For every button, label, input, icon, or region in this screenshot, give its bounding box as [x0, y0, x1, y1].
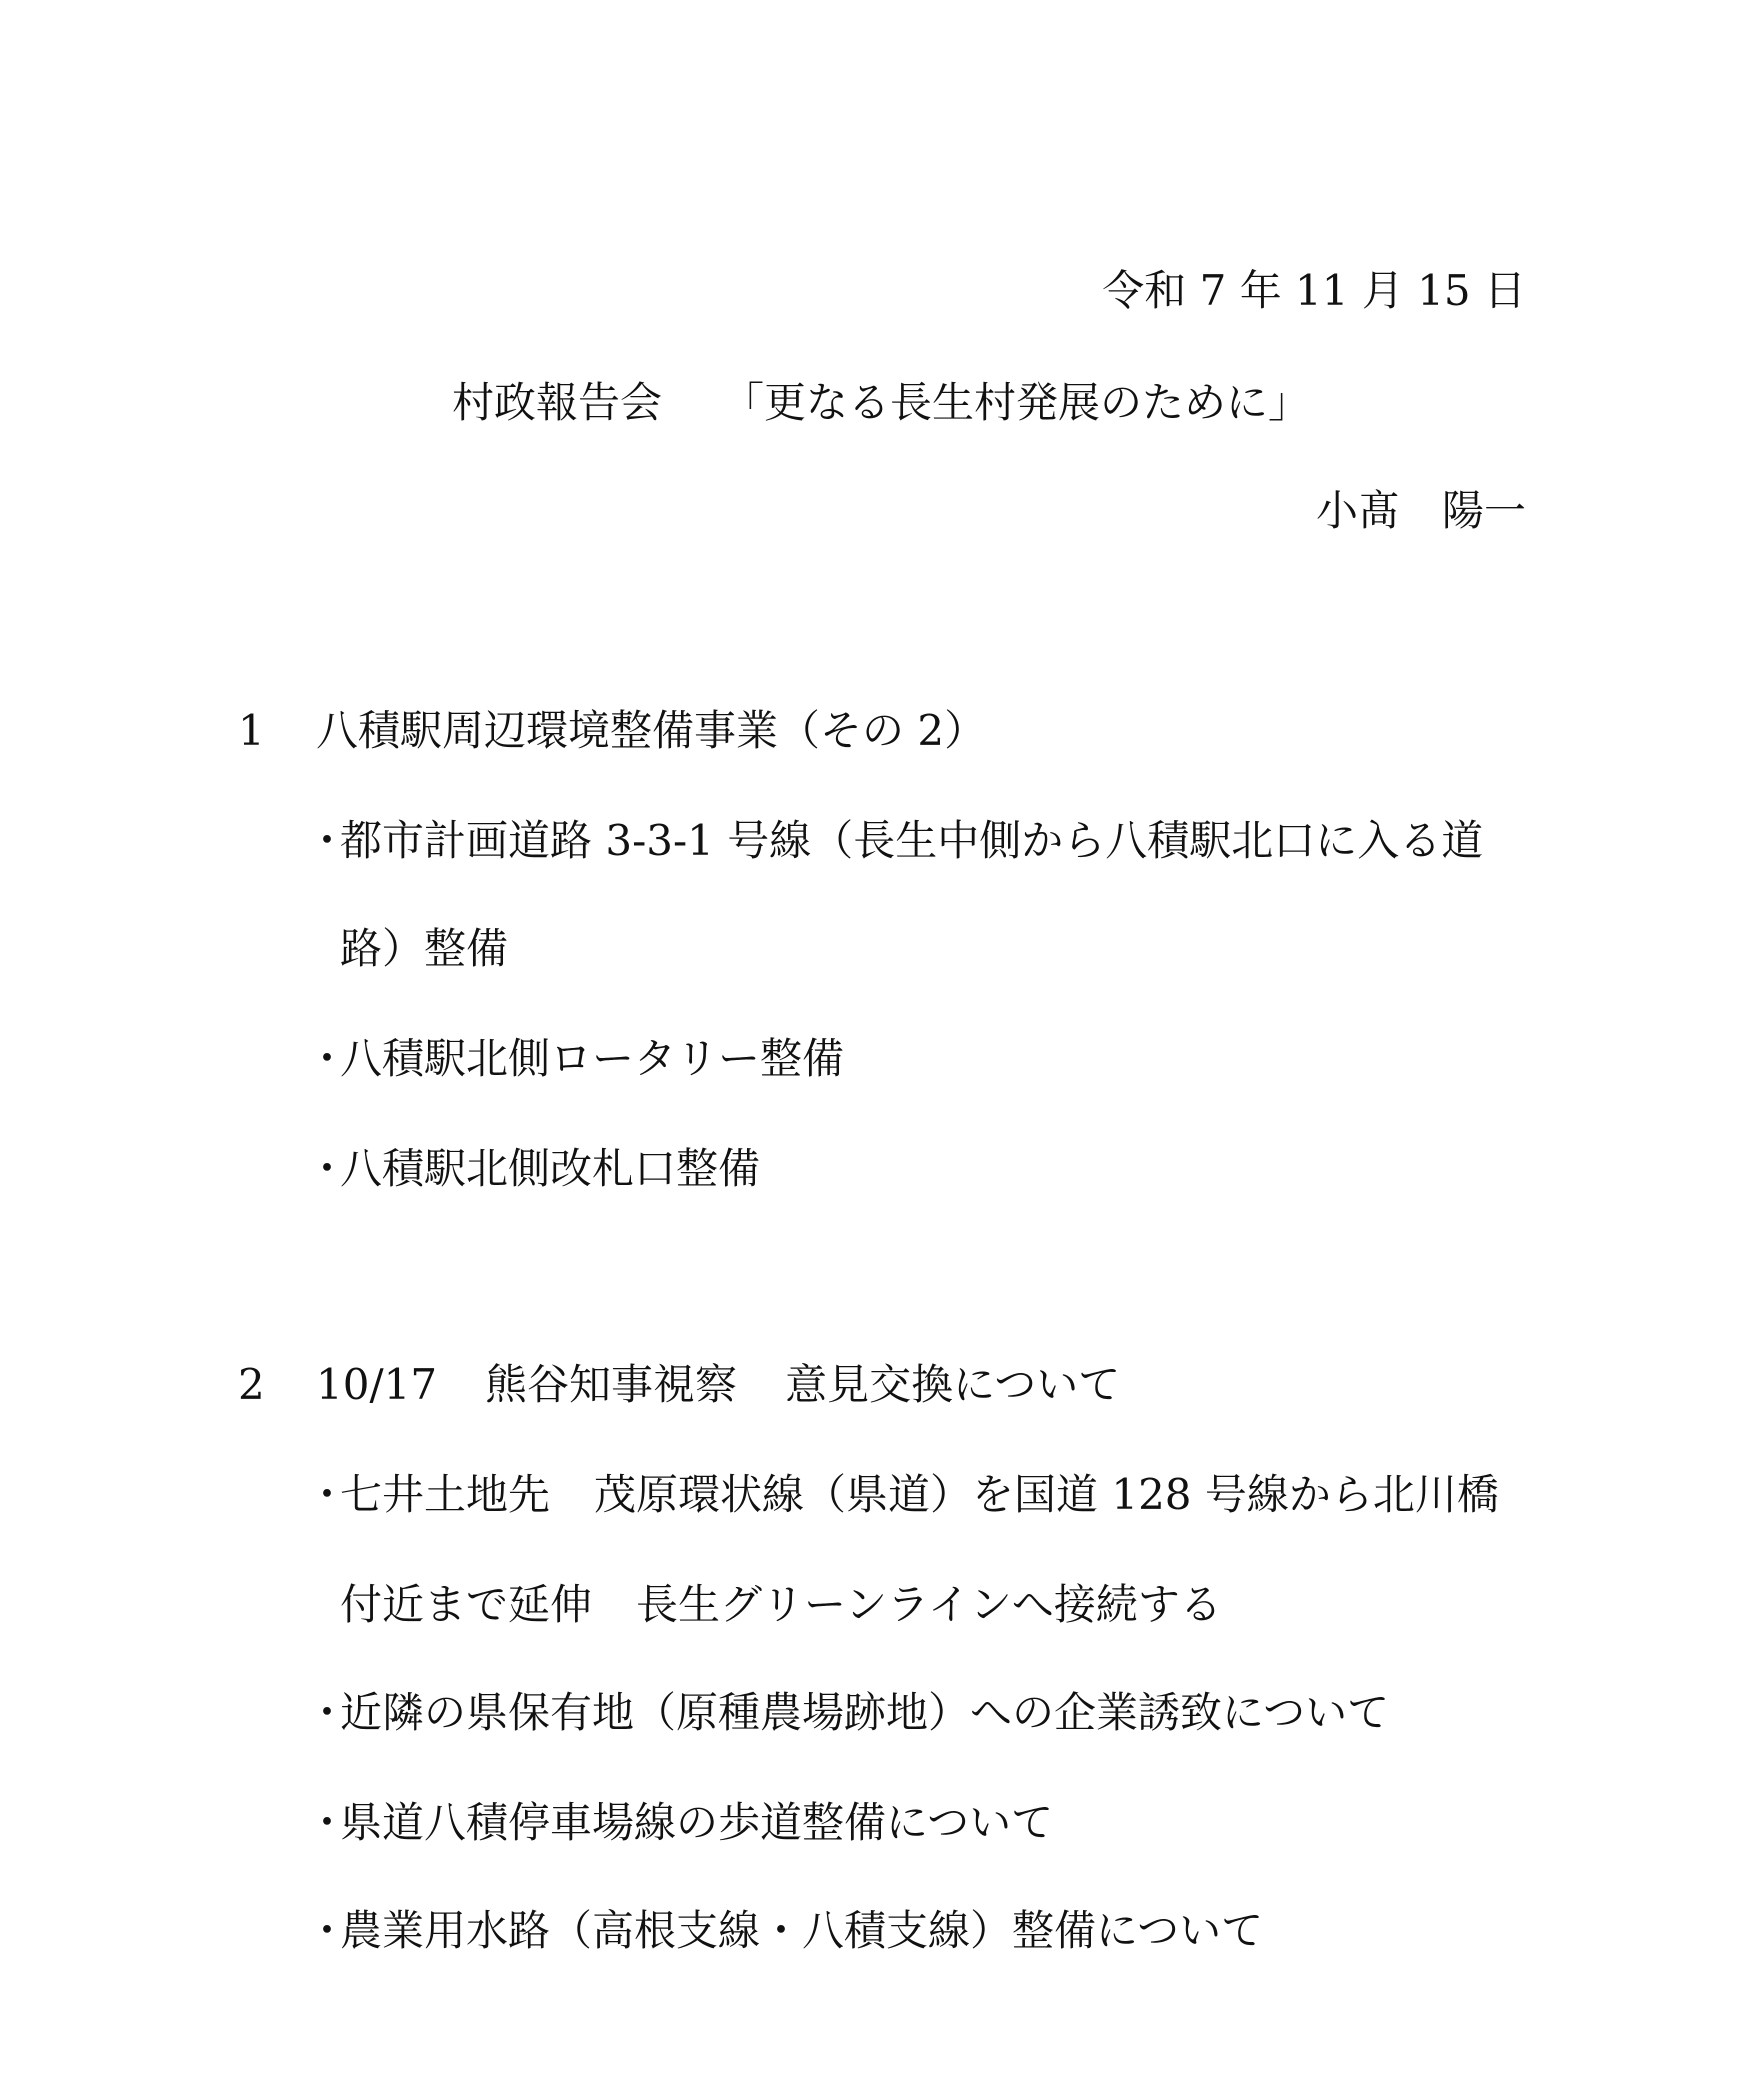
- bullet-mark: ・: [306, 1906, 349, 1955]
- bullet-mark: ・: [306, 1144, 349, 1193]
- document-date: 令和 7 年 11 月 15 日: [1102, 266, 1526, 315]
- list-item-text: 長生グリーンラインへ接続する: [636, 1580, 1222, 1629]
- section-number: 1: [238, 706, 265, 755]
- section-heading-date: 10/17: [316, 1360, 438, 1409]
- list-item: [306, 816, 1484, 865]
- section-heading-text: 意見交換について: [785, 1360, 1121, 1409]
- list-item-text: 八積駅北側ロータリー整備: [340, 1034, 845, 1083]
- list-item-text: 県道八積停車場線の歩道整備について: [340, 1798, 1054, 1847]
- list-item-text: 付近まで延伸: [340, 1580, 593, 1629]
- bullet-mark: ・: [306, 1470, 349, 1519]
- list-item: [306, 1906, 1264, 1955]
- section-heading-text: 熊谷知事視察: [485, 1360, 738, 1409]
- list-item-continuation: [340, 1580, 1222, 1629]
- bullet-mark: ・: [306, 816, 349, 865]
- bullet-mark: ・: [306, 1034, 349, 1083]
- list-item-text: 都市計画道路 3-3-1 号線（長生中側から八積駅北口に入る道: [340, 816, 1484, 865]
- list-item-text: 農業用水路（高根支線・八積支線）整備について: [340, 1906, 1264, 1955]
- list-item-text: 茂原環状線（県道）を国道 128 号線から北川橋: [594, 1470, 1499, 1519]
- author-given: 陽一: [1441, 486, 1526, 535]
- title-sub: 「更なる長生村発展のために」: [722, 378, 1311, 427]
- list-item: [306, 1470, 1499, 1519]
- section-2-heading: [238, 1360, 1121, 1409]
- list-item-text: 近隣の県保有地（原種農場跡地）への企業誘致について: [340, 1688, 1390, 1737]
- section-1-heading: [238, 706, 987, 755]
- author-name: [1315, 486, 1526, 535]
- list-item-continuation: 路）整備: [340, 924, 509, 973]
- title-main: 村政報告会: [452, 378, 663, 427]
- list-item-text: 八積駅北側改札口整備: [340, 1144, 761, 1193]
- bullet-mark: ・: [306, 1688, 349, 1737]
- list-item: [306, 1688, 1390, 1737]
- list-item: [306, 1034, 845, 1083]
- section-heading-text: 八積駅周辺環境整備事業（その 2）: [316, 706, 987, 755]
- list-item: [306, 1144, 761, 1193]
- document-title: [452, 378, 1311, 427]
- bullet-mark: ・: [306, 1798, 349, 1847]
- list-item: [306, 1798, 1054, 1847]
- author-family: 小髙: [1315, 486, 1400, 535]
- list-item-text: 七井土地先: [340, 1470, 551, 1519]
- section-number: 2: [238, 1360, 265, 1409]
